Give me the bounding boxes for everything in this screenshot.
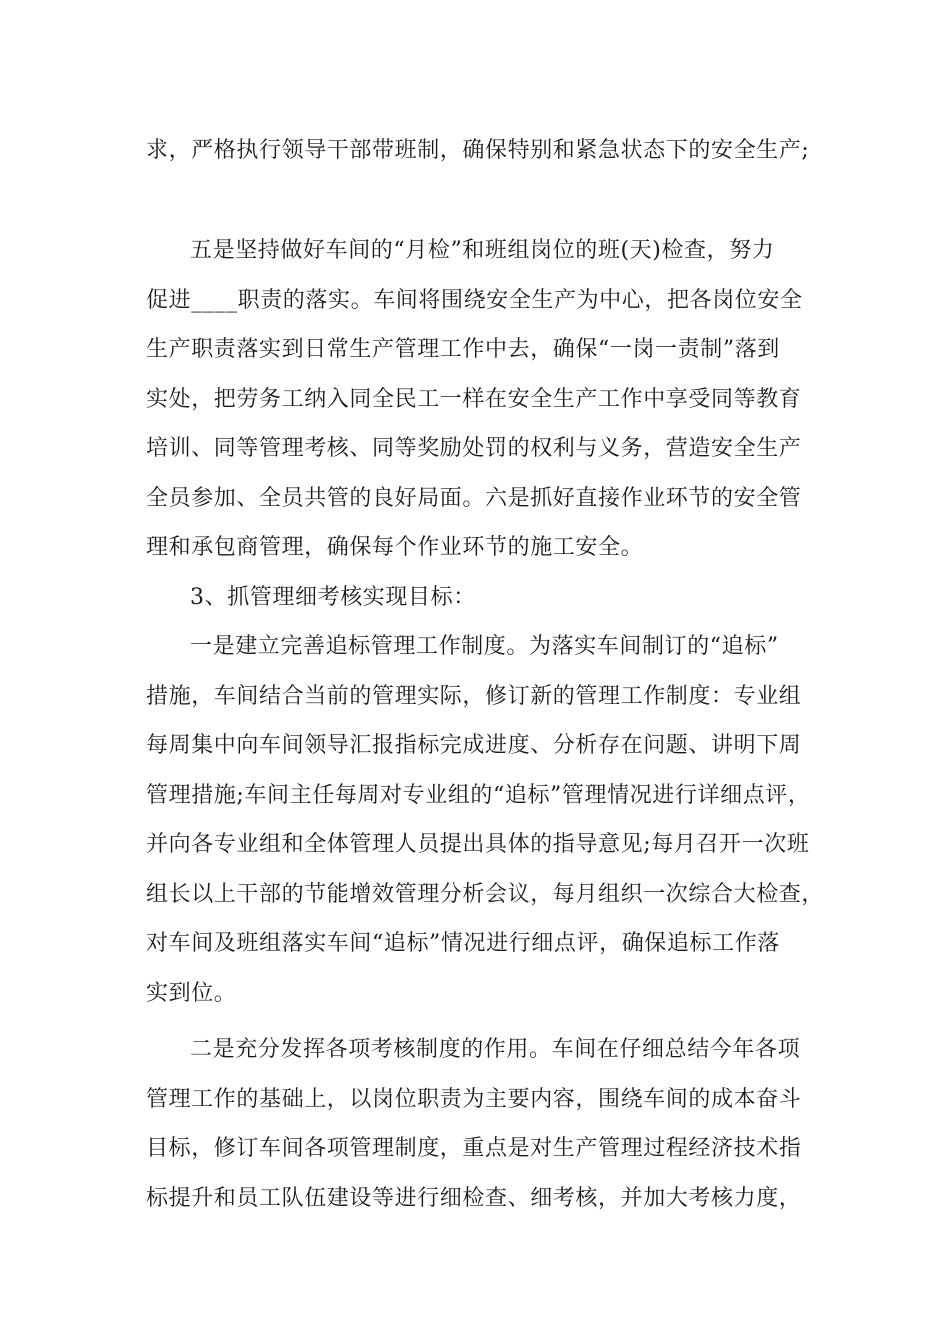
text-line-3: 促进____职责的落实。车间将围绕安全生产为中心，把各岗位安全: [146, 288, 803, 313]
text-line-19: 管理工作的基础上，以岗位职责为主要内容，围绕车间的成本奋斗: [146, 1087, 802, 1112]
text-line-7: 全员参加、全员共管的良好局面。六是抓好直接作业环节的安全管: [146, 486, 802, 511]
text-line-14: 并向各专业组和全体管理人员提出具体的指导意见;每月召开一次班: [146, 832, 810, 857]
text-line-4: 生产职责落实到日常生产管理工作中去，确保“一岗一责制”落到: [146, 337, 780, 362]
text-line-5: 实处，把劳务工纳入同全民工一样在安全生产工作中享受同等教育: [146, 387, 802, 412]
text-line-2: 五是坚持做好车间的“月检”和班组岗位的班(天)检查，努力: [190, 238, 775, 263]
text-line-20: 目标，修订车间各项管理制度，重点是对生产管理过程经济技术指: [146, 1136, 802, 1161]
text-line-8: 理和承包商管理，确保每个作业环节的施工安全。: [146, 535, 644, 560]
text-line-18: 二是充分发挥各项考核制度的作用。车间在仔细总结今年各项: [190, 1037, 801, 1062]
text-line-1: 求，严格执行领导干部带班制，确保特别和紧急状态下的安全生产;: [146, 138, 810, 163]
text-line-13: 管理措施;车间主任每周对专业组的“追标”管理情况进行详细点评，: [146, 783, 811, 808]
text-line-12: 每周集中向车间领导汇报指标完成进度、分析存在问题、讲明下周: [146, 733, 802, 758]
text-line-10: 一是建立完善追标管理工作制度。为落实车间制订的“追标”: [190, 634, 779, 659]
text-line-16: 对车间及班组落实车间“追标”情况进行细点评，确保追标工作落: [146, 931, 780, 956]
text-line-21: 标提升和员工队伍建设等进行细检查、细考核，并加大考核力度，: [146, 1186, 802, 1211]
text-line-6: 培训、同等管理考核、同等奖励处罚的权利与义务，营造安全生产: [146, 436, 802, 461]
text-line-17: 实到位。: [146, 981, 237, 1006]
text-line-15: 组长以上干部的节能增效管理分析会议，每月组织一次综合大检查，: [146, 882, 825, 907]
text-line-11: 措施，车间结合当前的管理实际，修订新的管理工作制度：专业组: [146, 684, 802, 709]
section-heading: 3、抓管理细考核实现目标：: [190, 585, 476, 610]
